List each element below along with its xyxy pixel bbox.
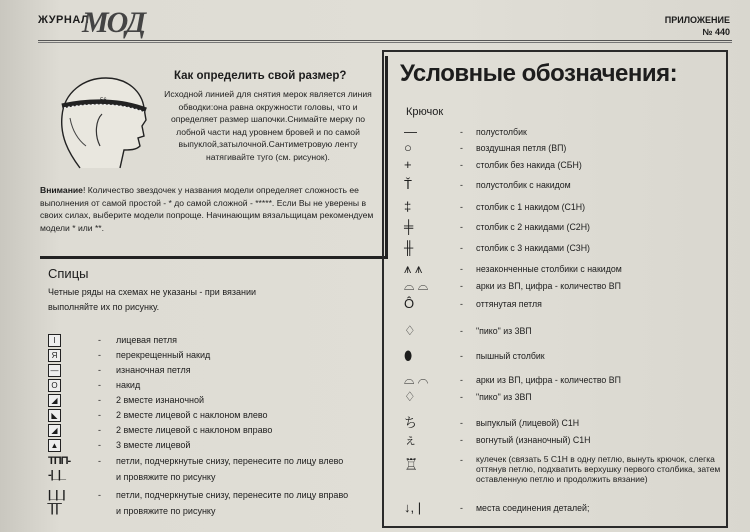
crochet-symbol-label: арки из ВП, цифра - количество ВП bbox=[476, 281, 621, 291]
crochet-symbol-icon: Ô bbox=[404, 296, 415, 311]
knit-stitch-label: изнаночная петля bbox=[116, 365, 191, 375]
crochet-symbol-label: арки из ВП, цифра - количество ВП bbox=[476, 375, 621, 385]
knit-stitch-icon: ◣ bbox=[48, 409, 61, 422]
knit-stitch-icon: I bbox=[48, 334, 61, 347]
crochet-symbol-label: полустолбик с накидом bbox=[476, 180, 571, 190]
crochet-symbol-icon: ぇ bbox=[404, 432, 418, 447]
crochet-symbol-label: воздушная петля (ВП) bbox=[476, 143, 567, 153]
crochet-symbol-label: "пико" из 3ВП bbox=[476, 392, 532, 402]
knit-stitch-label: лицевая петля bbox=[116, 335, 178, 345]
knit-dash: - bbox=[98, 490, 101, 500]
crochet-symbol-icon: — bbox=[404, 124, 417, 139]
note-bold-label: Внимание bbox=[40, 185, 83, 195]
crochet-legend-row bbox=[384, 278, 724, 294]
knit-dash: - bbox=[98, 335, 101, 345]
crochet-symbol-label: столбик с 2 накидами (С2Н) bbox=[476, 222, 590, 232]
crochet-dash: - bbox=[460, 351, 463, 361]
header-divider-2 bbox=[38, 42, 732, 43]
crochet-symbol-icon: Ť bbox=[404, 177, 412, 192]
crochet-legend-row bbox=[384, 157, 724, 173]
legend-title: Условные обозначения: bbox=[400, 60, 678, 87]
size-title: Как определить свой размер? bbox=[174, 70, 347, 82]
magazine-logo: МОД bbox=[82, 6, 145, 39]
crochet-symbol-label: оттянутая петля bbox=[476, 299, 542, 309]
crochet-symbol-icon: ⌓ ⌓ bbox=[404, 278, 429, 293]
knit-dash: - bbox=[98, 350, 101, 360]
crochet-dash: - bbox=[460, 180, 463, 190]
crochet-symbol-label: "пико" из 3ВП bbox=[476, 326, 532, 336]
crochet-symbol-label: пышный столбик bbox=[476, 351, 545, 361]
crochet-legend-row bbox=[384, 372, 724, 388]
knit-stitch-icon: — bbox=[48, 364, 61, 377]
magazine-prefix: ЖУРНАЛ bbox=[38, 14, 90, 26]
knit-stitch-label: 3 вместе лицевой bbox=[116, 440, 191, 450]
crochet-symbol-label: полустолбик bbox=[476, 127, 527, 137]
crochet-legend-row bbox=[384, 140, 724, 156]
crochet-symbol-icon: ち bbox=[404, 415, 418, 430]
knit-dash: - bbox=[98, 425, 101, 435]
crochet-symbol-icon: ⬮ bbox=[404, 348, 413, 363]
cable-left-label: петли, подчеркнутые снизу, перенесите по лицу влево bbox=[116, 456, 344, 466]
crochet-legend-row bbox=[384, 261, 724, 277]
cable-left-label-2: и провяжите по рисунку bbox=[116, 472, 216, 482]
crochet-legend-row bbox=[384, 415, 724, 431]
knit-dash: - bbox=[98, 456, 101, 466]
issue-number: № 440 bbox=[702, 27, 730, 37]
crochet-legend-row bbox=[384, 199, 724, 215]
crochet-symbol-icon: ♢ bbox=[404, 323, 416, 338]
crochet-dash: - bbox=[460, 375, 463, 385]
crochet-symbol-label: столбик с 1 накидом (С1Н) bbox=[476, 202, 586, 212]
knit-dash: - bbox=[98, 410, 101, 420]
crochet-symbol-icon: ↓, | bbox=[404, 500, 422, 515]
crochet-symbol-label: незаконченные столбики с накидом bbox=[476, 264, 622, 274]
knit-dash: - bbox=[98, 440, 101, 450]
knit-dash: - bbox=[98, 365, 101, 375]
crochet-dash: - bbox=[460, 455, 463, 465]
crochet-symbol-label: кулечек (связать 5 С1Н в одну петлю, вынуть крючок, слегка оттянув петлю, подхватить верхушку первого столбика, затем оставленную петлю и продолжить вязание) bbox=[476, 454, 721, 484]
crochet-dash: - bbox=[460, 281, 463, 291]
crochet-symbol-icon: ⌓ ⌒ bbox=[404, 372, 429, 387]
crochet-legend-row bbox=[384, 389, 724, 405]
supplement-label: ПРИЛОЖЕНИЕ bbox=[664, 15, 730, 25]
crochet-symbol-label: вогнутый (изнаночный) С1Н bbox=[476, 435, 591, 445]
crochet-legend-row bbox=[384, 177, 724, 193]
knit-stitch-icon: ◢ bbox=[48, 424, 61, 437]
cable-right-label: петли, подчеркнутые снизу, перенесите по лицу вправо bbox=[116, 490, 349, 500]
crochet-symbol-icon: ○ bbox=[404, 140, 412, 155]
crochet-dash: - bbox=[460, 264, 463, 274]
knit-dash: - bbox=[98, 380, 101, 390]
difficulty-note bbox=[40, 184, 380, 234]
crochet-symbol-label: места соединения деталей; bbox=[476, 503, 590, 513]
cable-right-label-2: и провяжите по рисунку bbox=[116, 506, 216, 516]
crochet-dash: - bbox=[460, 503, 463, 513]
size-info-box bbox=[40, 56, 388, 259]
crochet-legend-row bbox=[384, 432, 724, 448]
knitting-title: Спицы bbox=[48, 266, 89, 281]
crochet-dash: - bbox=[460, 392, 463, 402]
crochet-dash: - bbox=[460, 326, 463, 336]
crochet-symbol-icon: ╫ bbox=[404, 240, 414, 255]
knit-stitch-label: 2 вместе лицевой с наклоном влево bbox=[116, 410, 268, 420]
crochet-dash: - bbox=[460, 202, 463, 212]
crochet-dash: - bbox=[460, 243, 463, 253]
crochet-section-title: Крючок bbox=[406, 106, 444, 118]
knit-stitch-label: 2 вместе изнаночной bbox=[116, 395, 205, 405]
crochet-symbol-icon: ⩚ ⩚ bbox=[404, 261, 423, 276]
knit-stitch-icon: ▲ bbox=[48, 439, 61, 452]
knit-stitch-label: перекрещенный накид bbox=[116, 350, 211, 360]
crochet-legend-row bbox=[384, 323, 724, 339]
size-instructions: Исходной линией для снятия мерок является линия обводки:она равна окружности головы, что и определяет размер шапочки.Снимайте мерку по лобной части над уровнем бровей и по самой выпуклой,затылочной.Сантиметровую ленту натягивайте туго (см. рисунок). bbox=[164, 89, 372, 162]
crochet-symbol-icon: ♢ bbox=[404, 389, 416, 404]
knitting-subtitle: Четные ряды на схемах не указаны - при вязании выполняйте их по рисунку. bbox=[48, 287, 257, 312]
crochet-dash: - bbox=[460, 299, 463, 309]
knit-stitch-label: 2 вместе лицевой с наклоном вправо bbox=[116, 425, 273, 435]
crochet-dash: - bbox=[460, 143, 463, 153]
head-measure-illustration bbox=[50, 70, 160, 180]
crochet-symbol-label: столбик с 3 накидами (С3Н) bbox=[476, 243, 590, 253]
crochet-symbol-icon: + bbox=[404, 157, 412, 172]
crochet-legend-row bbox=[384, 452, 724, 496]
knit-stitch-icon: Я bbox=[48, 349, 61, 362]
crochet-legend-row bbox=[384, 124, 724, 140]
symbols-legend-box bbox=[382, 50, 728, 528]
crochet-legend-row bbox=[384, 296, 724, 312]
cable-right-icon: |_|_|‾|‾|‾ bbox=[48, 489, 65, 515]
header-divider bbox=[38, 40, 732, 41]
crochet-legend-row bbox=[384, 240, 724, 256]
crochet-symbol-icon: ╪ bbox=[404, 219, 414, 234]
knit-stitch-icon: ◢ bbox=[48, 394, 61, 407]
crochet-symbol-label: столбик без накида (СБН) bbox=[476, 160, 582, 170]
knit-dash: - bbox=[98, 395, 101, 405]
knit-stitch-icon: O bbox=[48, 379, 61, 392]
crochet-legend-row bbox=[384, 348, 724, 364]
crochet-dash: - bbox=[460, 222, 463, 232]
crochet-dash: - bbox=[460, 435, 463, 445]
knit-stitch-label: накид bbox=[116, 380, 141, 390]
crochet-symbol-icon: ‡ bbox=[404, 199, 412, 214]
crochet-symbol-icon: ♖ bbox=[404, 457, 419, 474]
note-text: ! Количество звездочек у названия модели определяет сложность ее выполнения от самой простой - * до самой сложной - *****. Если Вы не уверены в своих силах, выберите модели попроще. Начинающим вязальщицам рекомендуем модели * или **. bbox=[40, 185, 374, 233]
crochet-dash: - bbox=[460, 160, 463, 170]
crochet-legend-row bbox=[384, 500, 724, 516]
cable-left-icon: ТПП--|_|_ bbox=[48, 455, 71, 481]
crochet-symbol-label: выпуклый (лицевой) С1Н bbox=[476, 418, 580, 428]
crochet-dash: - bbox=[460, 127, 463, 137]
crochet-legend-row bbox=[384, 219, 724, 235]
issue-info bbox=[665, 14, 730, 38]
crochet-dash: - bbox=[460, 418, 463, 428]
tape-label: 56 bbox=[100, 98, 107, 104]
